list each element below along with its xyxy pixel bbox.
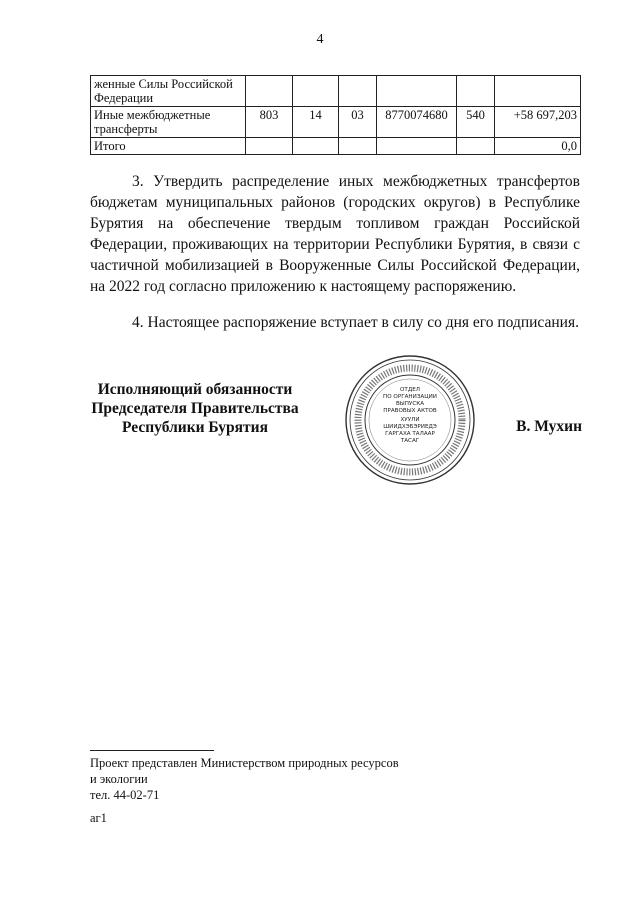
table-row <box>91 138 581 155</box>
official-seal <box>343 353 477 487</box>
table-cell-target: 8770074680 <box>377 107 457 138</box>
footnote-line: и экологии <box>90 772 148 786</box>
table-cell-ministry: 803 <box>246 107 293 138</box>
signer-title-line: Исполняющий обязанности <box>97 381 293 398</box>
seal-text-line: ХУУЛИ <box>400 417 420 423</box>
table-cell <box>293 76 339 107</box>
footnote-line: тел. 44-02-71 <box>90 788 160 802</box>
signer-name: В. Мухин <box>516 418 582 435</box>
seal-text-line: ПРАВОВЫХ АКТОВ <box>383 408 437 414</box>
table-cell <box>339 138 377 155</box>
table-cell <box>246 138 293 155</box>
document-code: аг1 <box>90 811 107 825</box>
table-cell-subsection: 03 <box>339 107 377 138</box>
table-row <box>91 76 581 107</box>
budget-table <box>90 75 581 155</box>
footnote-divider <box>90 750 214 751</box>
table-cell-amount: +58 697,203 <box>495 107 581 138</box>
table-cell-name: женные Силы Российской Федерации <box>91 76 246 107</box>
table-cell-type: 540 <box>457 107 495 138</box>
signer-title-line: Председателя Правительства <box>91 400 299 417</box>
table-cell <box>457 138 495 155</box>
table-cell <box>246 76 293 107</box>
table-row <box>91 107 581 138</box>
table-cell <box>293 138 339 155</box>
table-cell <box>377 138 457 155</box>
table-cell <box>495 76 581 107</box>
page-number: 4 <box>316 32 324 47</box>
seal-text-line: ОТДЕЛ <box>400 387 420 393</box>
seal-text-line: ТАСАГ <box>400 438 420 444</box>
seal-text-line: ГАРГАХА ТАЛААР <box>385 431 435 437</box>
footnote-line: Проект представлен Министерством природных ресурсов <box>90 756 399 770</box>
signer-title-line: Республики Бурятия <box>122 419 268 436</box>
seal-text-line: ВЫПУСКА <box>395 401 425 407</box>
table-cell-name: Итого <box>91 138 246 155</box>
paragraph-4: 4. Настоящее распоряжение вступает в силу со дня его подписания. <box>132 314 579 331</box>
footnote <box>90 755 470 803</box>
seal-text-line: ШИИДХЭБЭРИЕДЭ <box>383 424 437 430</box>
table-cell <box>457 76 495 107</box>
table-cell <box>339 76 377 107</box>
table-cell-total: 0,0 <box>495 138 581 155</box>
table-cell-section: 14 <box>293 107 339 138</box>
table-cell-name: Иные межбюджетные трансферты <box>91 107 246 138</box>
signer-title <box>80 380 310 437</box>
table-cell <box>377 76 457 107</box>
paragraph-3: 3. Утвердить распределение иных межбюджетных трансфертов бюджетам муниципальных районов (городских округов) в Республике Бурятия на обеспечение твердым топливом граждан Российской Федерации, проживающих на территории Республики Бурятия, в связи с частичной мобилизацией в Вооруженные Силы Российской Федерации, на 2022 год согласно приложению к настоящему распоряжению. <box>90 173 580 295</box>
seal-text-line: ПО ОРГАНИЗАЦИИ <box>383 394 437 400</box>
